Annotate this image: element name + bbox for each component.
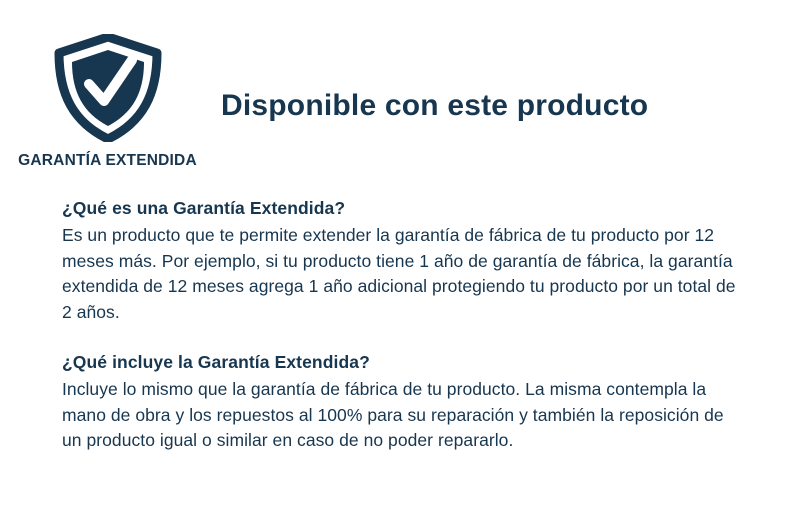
faq-question: ¿Qué incluye la Garantía Extendida? [62,351,370,372]
faq-item-2 [62,352,738,454]
warranty-badge [0,34,215,170]
faq-question: ¿Qué es una Garantía Extendida? [62,198,346,218]
faq-item-1 [62,198,738,326]
faq-content [0,170,800,454]
faq-answer: Incluye lo mismo que la garantía de fábrica de tu producto. La misma contempla la mano de obra y los repuestos al 100% para su reparación y también la reposición de un producto igual o similar en caso de no poder repararlo. [62,378,724,451]
page-header [0,0,800,170]
page-title: Disponible con este producto [221,89,649,122]
faq-answer: Es un producto que te permite extender la garantía de fábrica de tu producto por 12 meses más. Por ejemplo, si tu producto tiene 1 año de garantía de fábrica, la garantía extendida de 12 meses agrega 1 año adicional protegiendo tu producto por un total de 2 años. [62,225,736,323]
shield-check-icon [53,34,163,142]
badge-label: GARANTÍA EXTENDIDA [18,152,197,169]
